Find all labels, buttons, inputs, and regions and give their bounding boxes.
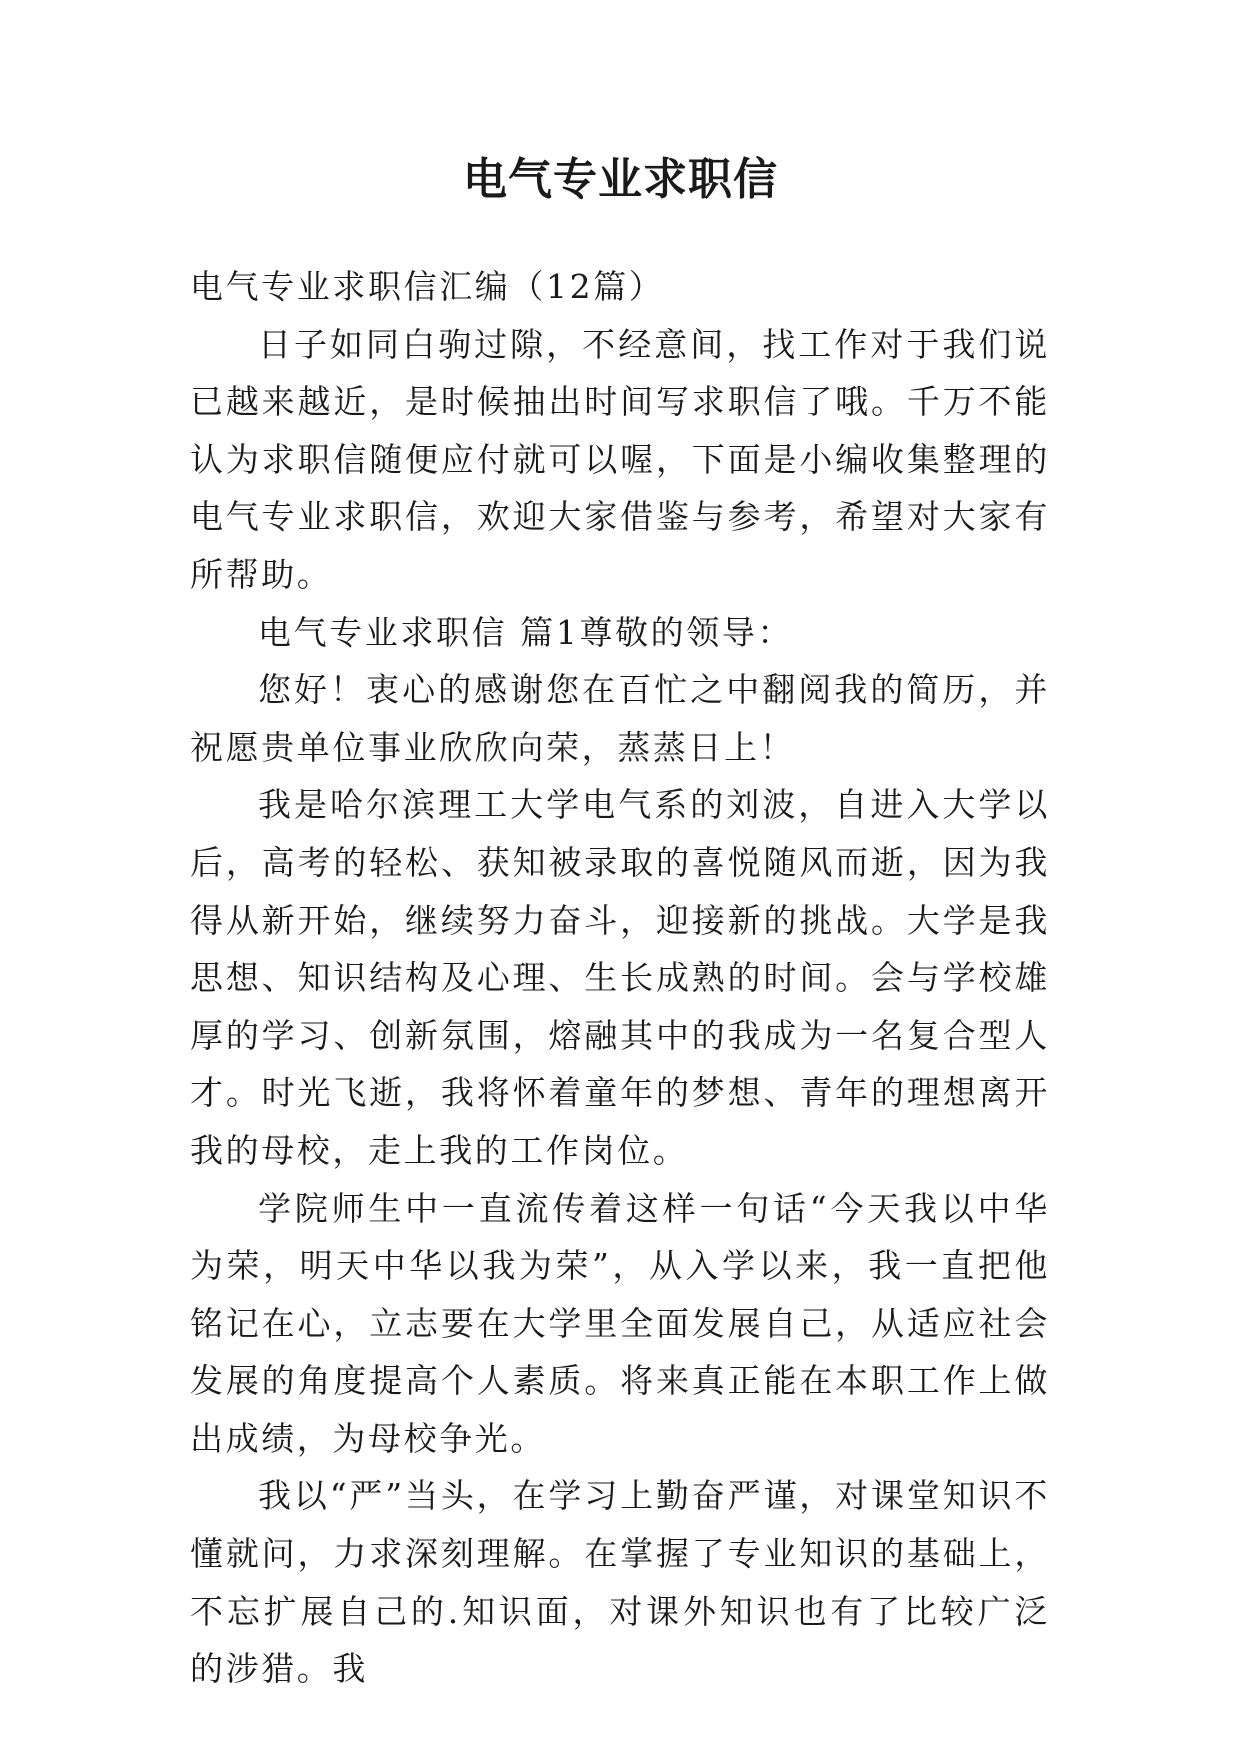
subtitle-line: 电气专业求职信汇编（12篇） xyxy=(190,267,665,306)
document-title: 电气专业求职信 xyxy=(463,154,778,205)
body-paragraph: 我是哈尔滨理工大学电气系的刘波，自进入大学以后，高考的轻松、获知被录取的喜悦随风而逝，因为我得从新开始，继续努力奋斗，迎接新的挑战。大学是我思想、知识结构及心理、生长成熟的时间。会与学校雄厚的学习、创新氛围，熔融其中的我成为一名复合型人才。时光飞逝，我将怀着童年的梦想、青年的理想离开我的母校，走上我的工作岗位。 xyxy=(190,785,1050,1170)
greeting-paragraph: 您好！衷心的感谢您在百忙之中翻阅我的简历，并祝愿贵单位事业欣欣向荣，蒸蒸日上！ xyxy=(190,670,1050,767)
intro-paragraph: 日子如同白驹过隙，不经意间，找工作对于我们说已越来越近，是时候抽出时间写求职信了哦。千万不能认为求职信随便应付就可以喔，下面是小编收集整理的电气专业求职信，欢迎大家借鉴与参考，希望对大家有所帮助。 xyxy=(190,324,1050,594)
body-paragraph: 我以“严”当头，在学习上勤奋严谨，对课堂知识不懂就问，力求深刻理解。在掌握了专业知识的基础上，不忘扩展自己的.知识面，对课外知识也有了比较广泛的涉猎。我 xyxy=(190,1476,1050,1689)
body-paragraph: 学院师生中一直流传着这样一句话“今天我以中华为荣，明天中华以我为荣”，从入学以来，我一直把他铭记在心，立志要在大学里全面发展自己，从适应社会发展的角度提高个人素质。将来真正能在本职工作上做出成绩，为母校争光。 xyxy=(190,1188,1050,1458)
letter-heading: 电气专业求职信 篇1尊敬的领导： xyxy=(258,612,794,652)
document-body xyxy=(190,258,1050,1698)
